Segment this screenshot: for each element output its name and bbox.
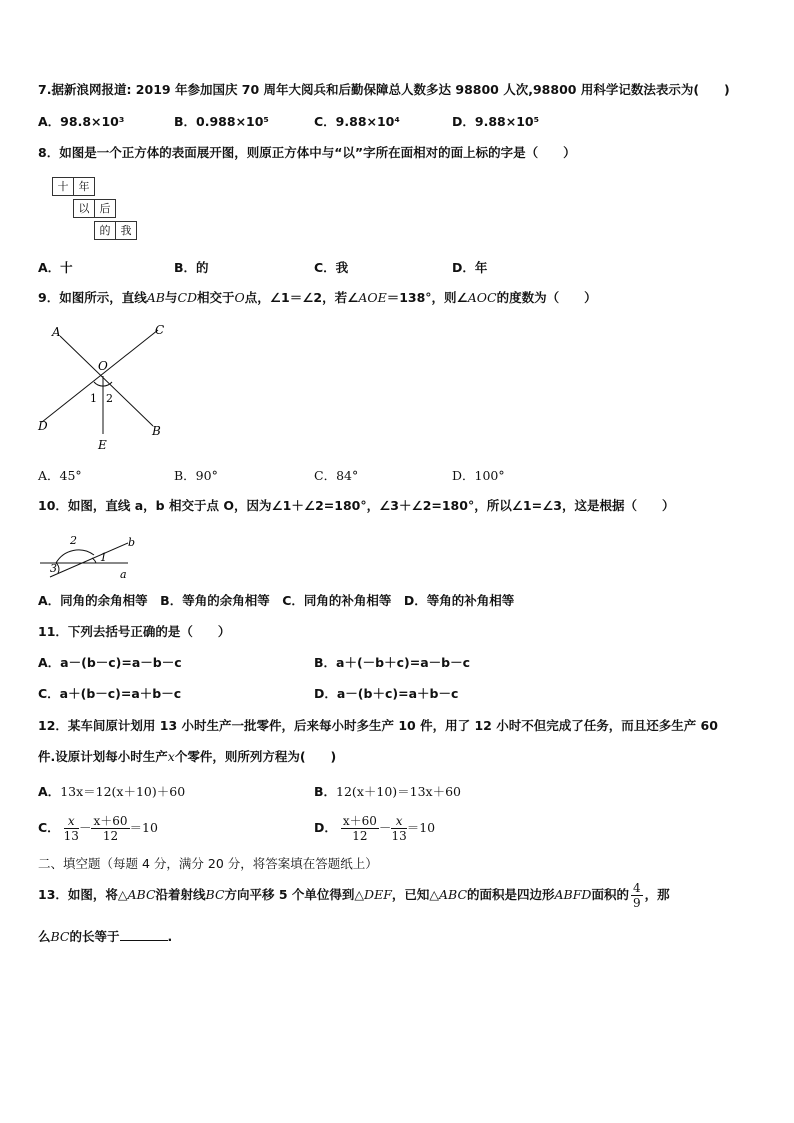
- answer-blank[interactable]: [120, 930, 168, 941]
- q8-option-b: B．的: [174, 260, 209, 275]
- net-cell: 的: [94, 221, 116, 240]
- q8-option-a: A．十: [38, 260, 73, 275]
- q7-option-a: A．98.8×10³: [38, 114, 125, 129]
- label-angle-3: 3: [50, 562, 57, 575]
- q9-option-a: A．45°: [38, 468, 82, 483]
- angle-arc-1: [92, 558, 96, 563]
- line-b: [50, 543, 128, 577]
- q10-stem: 10．如图，直线 a，b 相交于点 O，因为∠1＋∠2=180°，∠3＋∠2=180°，所以∠1=∠3，这是根据（ ）: [38, 498, 675, 513]
- net-cell: 十: [52, 177, 74, 196]
- q7-option-b: B．0.988×10⁵: [174, 114, 269, 129]
- q7-option-c: C．9.88×10⁴: [314, 114, 400, 129]
- net-cell: 以: [73, 199, 95, 218]
- angles-figure: [36, 530, 146, 585]
- q8-option-d: D．年: [452, 260, 488, 275]
- q13-stem-line1: 13．如图，将△ ABC 沿着射线 BC 方向平移 5 个单位得到△ DEF ，已知△ ABC 的面积是四边形 ABFD 面积的 $\frac{4}{9}$ ，那: [38, 881, 670, 910]
- q7-option-d: D．9.88×10⁵: [452, 114, 540, 129]
- q8-stem: 8．如图是一个正方体的表面展开图，则原正方体中与“以”字所在面相对的面上标的字是（ ）: [38, 145, 576, 160]
- label-o: O: [98, 359, 108, 373]
- q7-stem: 7.据新浪网报道: 2019 年参加国庆 70 周年大阅兵和后勤保障总人数多达 98800 人次,98800 用科学记数法表示为( ): [38, 82, 730, 97]
- q12-stem-line1: 12．某车间原计划用 13 小时生产一批零件，后来每小时多生产 10 件，用了 12 小时不但完成了任务，而且还多生产 60: [38, 718, 718, 733]
- label-c: C: [155, 323, 165, 337]
- label-angle-2: 2: [106, 392, 113, 405]
- cube-net-figure: [52, 177, 142, 243]
- q11-option-a: A．a－(b－c)=a－b－c: [38, 655, 182, 670]
- q12-stem-line2: 件.设原计划每小时生产x个零件，则所列方程为( ): [38, 749, 337, 764]
- q8-option-c: C．我: [314, 260, 349, 275]
- q12-option-a: A．13x＝12(x＋10)＋60: [38, 784, 186, 799]
- q12-option-c: C． $\frac{x}{13}$ － $\frac{x+60}{12}$ ＝10: [38, 814, 158, 843]
- label-line-a: a: [120, 568, 127, 581]
- q10-options: A．同角的余角相等 B．等角的余角相等 C．同角的补角相等 D．等角的补角相等: [38, 593, 515, 608]
- net-cell: 后: [94, 199, 116, 218]
- q11-stem: 11．下列去括号正确的是（ ）: [38, 624, 231, 639]
- q11-option-c: C．a＋(b－c)=a＋b－c: [38, 686, 182, 701]
- label-angle-2: 2: [70, 534, 77, 547]
- label-angle-1: 1: [100, 551, 107, 564]
- net-cell: 我: [115, 221, 137, 240]
- label-angle-1: 1: [90, 392, 97, 405]
- label-d: D: [38, 419, 48, 433]
- q13-stem-line2: 么BC的长等于 .: [38, 929, 173, 944]
- q9-option-d: D．100°: [452, 468, 505, 483]
- label-e: E: [98, 438, 107, 452]
- q12-option-d: D． $\frac{x+60}{12}$ － $\frac{x}{13}$ ＝10: [314, 814, 436, 843]
- q11-option-b: B．a＋(－b＋c)=a－b－c: [314, 655, 471, 670]
- label-line-b: b: [128, 536, 136, 549]
- q9-stem: 9．如图所示，直线AB与CD相交于O点，∠1＝∠2，若∠AOE＝138°，则∠AOC的度数为（ ）: [38, 290, 597, 305]
- line-ab: [60, 336, 153, 426]
- q9-option-c: C．84°: [314, 468, 359, 483]
- net-cell: 年: [73, 177, 95, 196]
- intersecting-lines-figure: [30, 318, 180, 458]
- line-cd: [42, 330, 158, 422]
- q9-option-b: B．90°: [174, 468, 218, 483]
- label-b: B: [152, 424, 161, 438]
- angle-arc-2: [56, 550, 94, 563]
- section-heading-fill-in: 二、填空题（每题 4 分，满分 20 分，将答案填在答题纸上）: [38, 856, 378, 871]
- q12-option-b: B．12(x＋10)＝13x＋60: [314, 784, 462, 799]
- label-a: A: [52, 325, 61, 339]
- q11-option-d: D．a－(b＋c)=a＋b－c: [314, 686, 459, 701]
